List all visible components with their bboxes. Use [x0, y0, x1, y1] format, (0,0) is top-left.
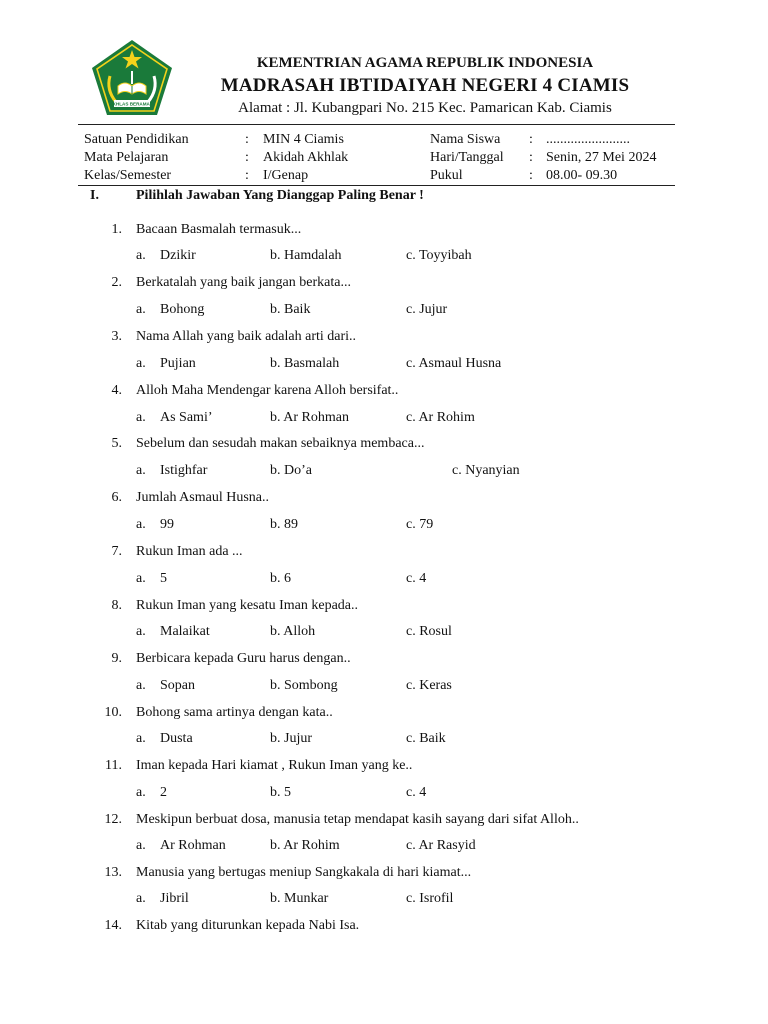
question-number: 12.	[104, 812, 122, 827]
option-a-text: Jibril	[160, 891, 189, 906]
info-sep: :	[529, 150, 533, 165]
option-a	[136, 891, 189, 907]
option-a-prefix: a.	[136, 463, 146, 478]
school-name: MADRASAH IBTIDAIYAH NEGERI 4 CIAMIS	[220, 75, 630, 96]
question-text: Iman kepada Hari kiamat , Rukun Iman yang ke..	[136, 758, 413, 773]
option-a-text: Malaikat	[160, 624, 210, 639]
option-a-prefix: a.	[136, 731, 146, 746]
question-number: 7.	[111, 544, 122, 559]
option-a-prefix: a.	[136, 891, 146, 906]
question-text: Bohong sama artinya dengan kata..	[136, 705, 333, 720]
student-name-blank: ........................	[546, 132, 630, 147]
option-a	[136, 302, 204, 318]
question-text: Bacaan Basmalah termasuk...	[136, 222, 302, 237]
option-b: b. Ar Rohim	[270, 838, 340, 853]
question-number: 14.	[104, 918, 122, 933]
question-number: 4.	[111, 383, 122, 398]
option-a-text: Istighfar	[160, 463, 208, 478]
option-a	[136, 838, 226, 854]
question-text: Meskipun berbuat dosa, manusia tetap mendapat kasih sayang dari sifat Alloh..	[136, 812, 579, 827]
question-number: 1.	[111, 222, 122, 237]
option-b: b. Baik	[270, 302, 311, 317]
info-sep: :	[529, 168, 533, 183]
option-a-text: 2	[160, 785, 167, 800]
question-text: Berbicara kepada Guru harus dengan..	[136, 651, 351, 666]
info-divider	[78, 185, 675, 186]
question-text: Rukun Iman yang kesatu Iman kepada..	[136, 598, 358, 613]
section-number: I.	[90, 188, 99, 203]
option-b: b. Jujur	[270, 731, 312, 746]
option-a	[136, 410, 213, 426]
info-value: I/Genap	[263, 168, 309, 183]
info-label: Hari/Tanggal	[430, 150, 504, 165]
option-b: b. Basmalah	[270, 356, 340, 371]
option-a-text: Ar Rohman	[160, 838, 226, 853]
question-text: Jumlah Asmaul Husna..	[136, 490, 269, 505]
option-a-text: Dusta	[160, 731, 193, 746]
question-number: 9.	[111, 651, 122, 666]
logo-motto: IKHLAS BERAMAL	[111, 101, 153, 107]
info-label: Pukul	[430, 168, 463, 183]
question-text: Rukun Iman ada ...	[136, 544, 243, 559]
question-text: Berkatalah yang baik jangan berkata...	[136, 275, 351, 290]
option-a-prefix: a.	[136, 356, 146, 371]
option-c: c. Rosul	[406, 624, 452, 639]
info-sep: :	[245, 132, 249, 147]
option-c: c. Nyanyian	[452, 463, 520, 478]
option-a-text: Bohong	[160, 302, 205, 317]
option-b: b. Alloh	[270, 624, 316, 639]
option-c: c. Baik	[406, 731, 446, 746]
option-b: b. Ar Rohman	[270, 410, 349, 425]
option-a-text: 5	[160, 571, 167, 586]
question-text: Nama Allah yang baik adalah arti dari..	[136, 329, 357, 344]
info-value: 08.00- 09.30	[546, 168, 618, 183]
option-a-prefix: a.	[136, 571, 146, 586]
option-b: b. 89	[270, 517, 298, 532]
question-number: 3.	[111, 329, 122, 344]
ministry-title: KEMENTRIAN AGAMA REPUBLIK INDONESIA	[256, 55, 594, 71]
question-number: 5.	[111, 436, 122, 451]
info-value: MIN 4 Ciamis	[263, 132, 344, 147]
option-b: b. 6	[270, 571, 291, 586]
question-text: Alloh Maha Mendengar karena Alloh bersifat..	[136, 383, 399, 398]
question-number: 2.	[111, 275, 122, 290]
option-b: b. 5	[270, 785, 291, 800]
info-label: Mata Pelajaran	[84, 150, 169, 165]
option-c: c. Isrofil	[406, 891, 454, 906]
option-a	[136, 248, 196, 264]
option-a-prefix: a.	[136, 410, 146, 425]
info-sep: :	[245, 168, 249, 183]
info-label: Kelas/Semester	[84, 168, 172, 183]
option-b: b. Hamdalah	[270, 248, 342, 263]
option-c: c. Ar Rohim	[406, 410, 475, 425]
question-number: 8.	[111, 598, 122, 613]
option-a-prefix: a.	[136, 248, 146, 263]
option-a-prefix: a.	[136, 678, 146, 693]
option-b: b. Do’a	[270, 463, 312, 478]
option-b: b. Munkar	[270, 891, 329, 906]
option-c: c. Ar Rasyid	[406, 838, 476, 853]
option-a-text: Sopan	[160, 678, 195, 693]
section-title: Pilihlah Jawaban Yang Dianggap Paling Benar !	[136, 188, 424, 203]
option-a-prefix: a.	[136, 624, 146, 639]
option-c: c. 4	[406, 785, 427, 800]
question-number: 11.	[105, 758, 122, 773]
info-sep: :	[529, 132, 533, 147]
option-a-prefix: a.	[136, 517, 146, 532]
option-a	[136, 785, 167, 801]
question-text: Kitab yang diturunkan kepada Nabi Isa.	[136, 918, 360, 933]
info-label: Nama Siswa	[430, 132, 501, 147]
question-text: Manusia yang bertugas meniup Sangkakala di hari kiamat...	[136, 865, 472, 880]
school-address: Alamat : Jl. Kubangpari No. 215 Kec. Pamarican Kab. Ciamis	[238, 100, 612, 116]
option-c: c. Toyyibah	[406, 248, 472, 263]
header-divider	[78, 124, 675, 125]
question-number: 13.	[104, 865, 122, 880]
option-a	[136, 571, 167, 587]
option-c: c. Asmaul Husna	[406, 356, 502, 371]
option-c: c. 79	[406, 517, 434, 532]
kemenag-logo	[90, 38, 174, 118]
info-sep: :	[245, 150, 249, 165]
question-text: Sebelum dan sesudah makan sebaiknya membaca...	[136, 436, 425, 451]
option-a	[136, 678, 195, 694]
option-a	[136, 624, 210, 640]
option-a-prefix: a.	[136, 302, 146, 317]
option-a-text: Dzikir	[160, 248, 196, 263]
info-value: Akidah Akhlak	[263, 150, 349, 165]
question-number: 6.	[111, 490, 122, 505]
option-a-prefix: a.	[136, 785, 146, 800]
option-c: c. 4	[406, 571, 427, 586]
option-c: c. Jujur	[406, 302, 448, 317]
option-a-text: As Sami’	[160, 410, 213, 425]
option-a	[136, 356, 196, 372]
info-label: Satuan Pendidikan	[84, 132, 189, 147]
option-b: b. Sombong	[270, 678, 338, 693]
option-a-prefix: a.	[136, 838, 146, 853]
option-a-text: 99	[160, 517, 174, 532]
option-a	[136, 731, 193, 747]
info-value: Senin, 27 Mei 2024	[546, 150, 657, 165]
question-number: 10.	[104, 705, 122, 720]
option-a	[136, 517, 174, 533]
option-c: c. Keras	[406, 678, 452, 693]
option-a-text: Pujian	[160, 356, 196, 371]
option-a	[136, 463, 207, 479]
